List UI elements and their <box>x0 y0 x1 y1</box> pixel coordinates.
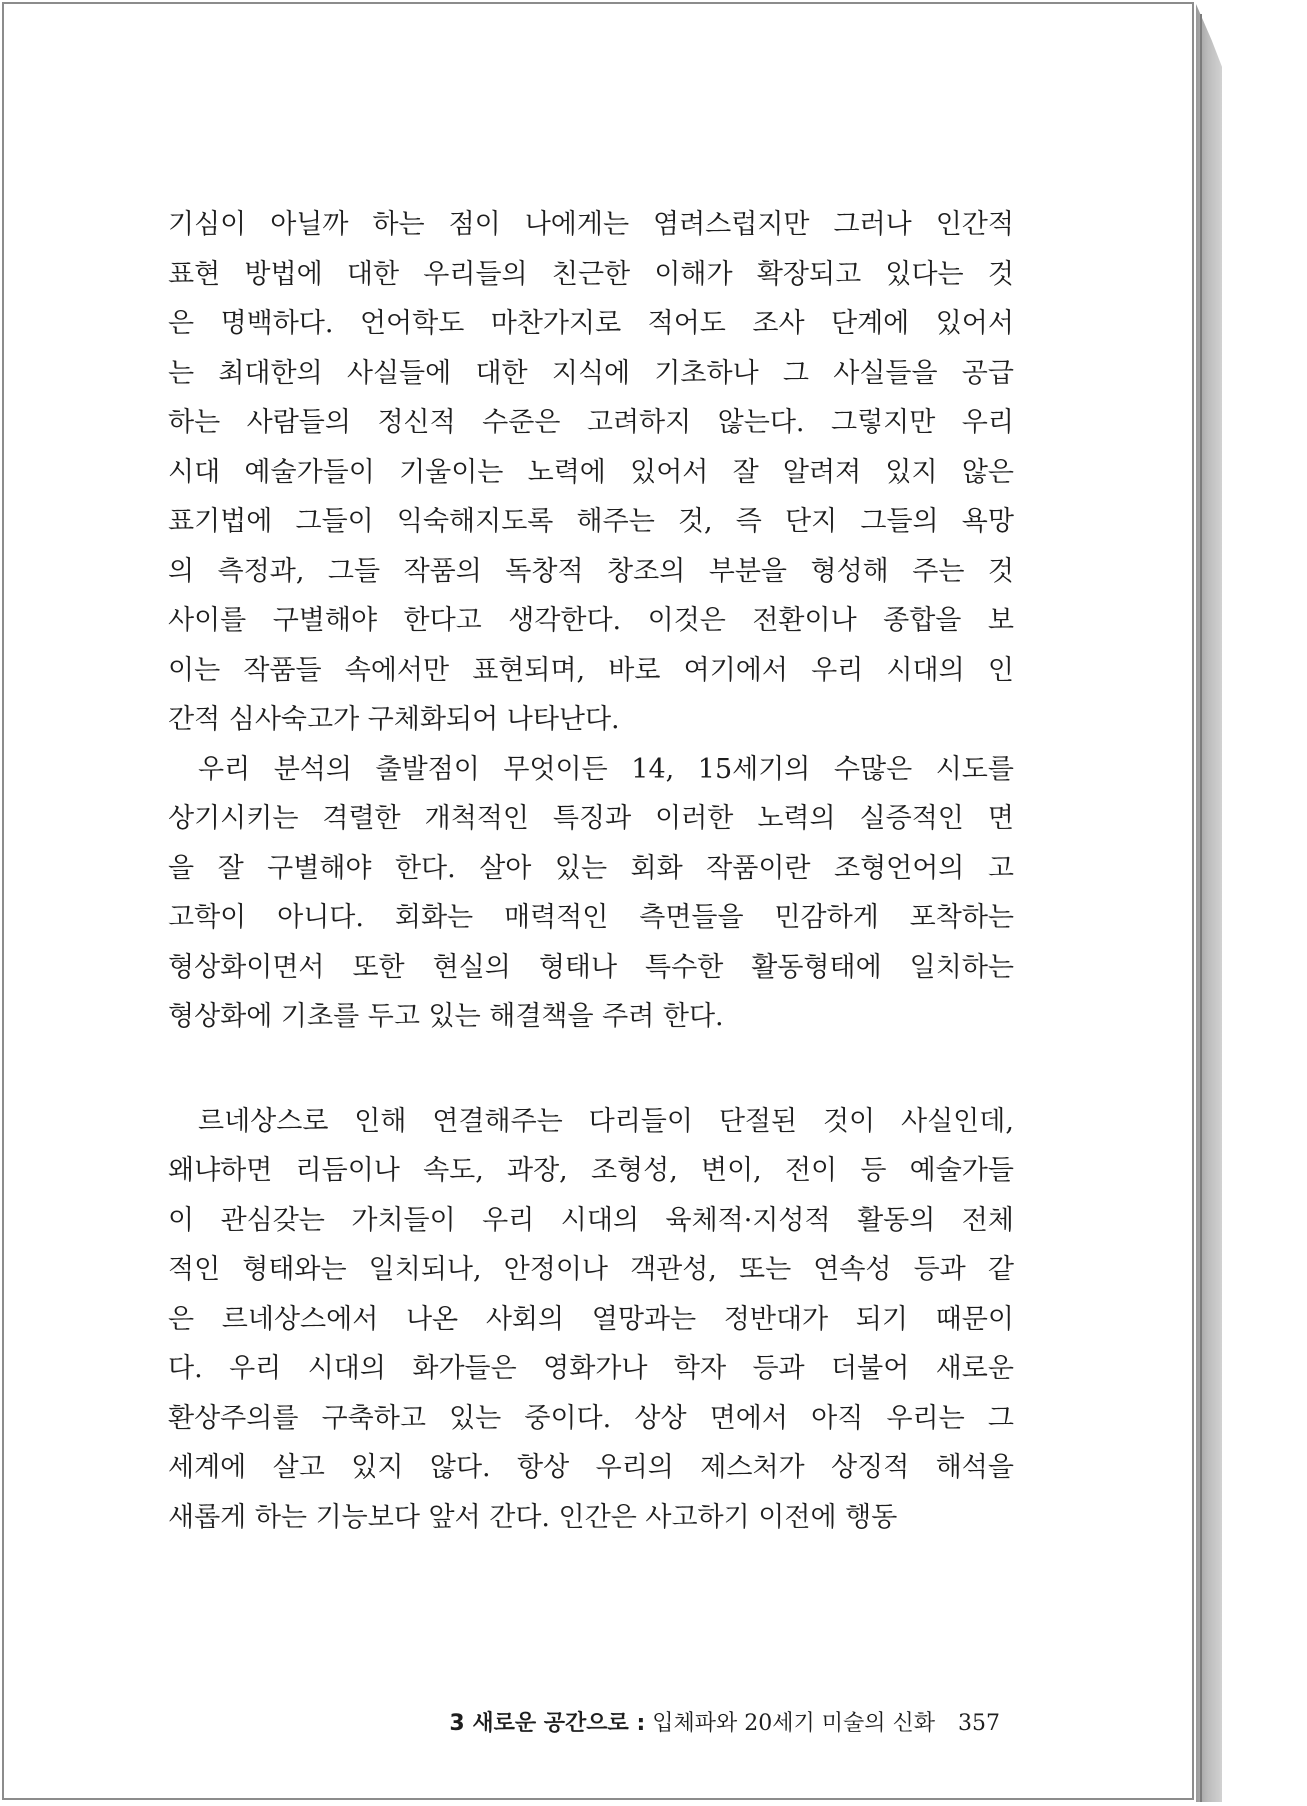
text-line: 하는 사람들의 정신적 수준은 고려하지 않는다. 그렇지만 우리 <box>168 407 1014 438</box>
chapter-subtitle: 입체파와 20세기 미술의 신화 <box>652 1711 935 1736</box>
text-line: 형상화이면서 또한 현실의 형태나 특수한 활동형태에 일치하는 <box>168 951 1014 983</box>
text-line: 은 르네상스에서 나온 사회의 열망과는 정반대가 되기 때문이 <box>168 1303 1014 1335</box>
text-line: 은 명백하다. 언어학도 마찬가지로 적어도 조사 단계에 있어서 <box>168 308 1014 339</box>
text-line: 간적 심사숙고가 구체화되어 나타난다. <box>168 704 620 735</box>
paragraph-gap <box>168 1042 1014 1097</box>
chapter-title: 3 새로운 공간으로 : <box>449 1711 646 1736</box>
text-line: 는 최대한의 사실들에 대한 지식에 기초하나 그 사실들을 공급 <box>168 357 1014 389</box>
text-line: 상기시키는 격렬한 개척적인 특징과 이러한 노력의 실증적인 면 <box>168 803 1014 834</box>
text-line: 형상화에 기초를 두고 있는 해결책을 주려 한다. <box>168 1001 724 1032</box>
text-line: 우리 분석의 출발점이 무엇이든 14, 15세기의 수많은 시도를 <box>198 753 1014 785</box>
text-line: 기심이 아닐까 하는 점이 나에게는 염려스럽지만 그러나 인간적 <box>168 209 1014 240</box>
text-line: 환상주의를 구축하고 있는 중이다. 상상 면에서 아직 우리는 그 <box>168 1402 1014 1434</box>
running-footer <box>300 1706 1000 1737</box>
page-number: 357 <box>958 1711 1000 1736</box>
paragraph <box>168 745 1014 1042</box>
text-line: 을 잘 구별해야 한다. 살아 있는 회화 작품이란 조형언어의 고 <box>168 852 1014 884</box>
text-line: 르네상스로 인해 연결해주는 다리들이 단절된 것이 사실인데, <box>198 1105 1014 1137</box>
text-line: 이 관심갖는 가치들이 우리 시대의 육체적·지성적 활동의 전체 <box>168 1204 1014 1236</box>
text-line: 의 측정과, 그들 작품의 독창적 창조의 부분을 형성해 주는 것 <box>168 555 1014 587</box>
body-text <box>168 200 1014 1542</box>
paragraph <box>168 1097 1014 1543</box>
text-line: 시대 예술가들이 기울이는 노력에 있어서 잘 알려져 있지 않은 <box>168 456 1014 488</box>
text-line: 왜냐하면 리듬이나 속도, 과장, 조형성, 변이, 전이 등 예술가들 <box>168 1155 1014 1186</box>
text-line: 고학이 아니다. 회화는 매력적인 측면들을 민감하게 포착하는 <box>168 902 1014 933</box>
text-line: 세계에 살고 있지 않다. 항상 우리의 제스처가 상징적 해석을 <box>168 1452 1014 1483</box>
text-line: 새롭게 하는 기능보다 앞서 간다. 인간은 사고하기 이전에 행동 <box>168 1501 898 1533</box>
text-line: 표현 방법에 대한 우리들의 친근한 이해가 확장되고 있다는 것 <box>168 258 1014 290</box>
text-line: 표기법에 그들이 익숙해지도록 해주는 것, 즉 단지 그들의 욕망 <box>168 506 1014 537</box>
paragraph <box>168 200 1014 745</box>
text-line: 다. 우리 시대의 화가들은 영화가나 학자 등과 더불어 새로운 <box>168 1353 1014 1384</box>
text-line: 이는 작품들 속에서만 표현되며, 바로 여기에서 우리 시대의 인 <box>168 654 1014 686</box>
page-edge-line <box>1200 14 1202 1802</box>
text-line: 사이를 구별해야 한다고 생각한다. 이것은 전환이나 종합을 보 <box>168 605 1014 636</box>
text-line: 적인 형태와는 일치되나, 안정이나 객관성, 또는 연속성 등과 같 <box>168 1254 1014 1285</box>
